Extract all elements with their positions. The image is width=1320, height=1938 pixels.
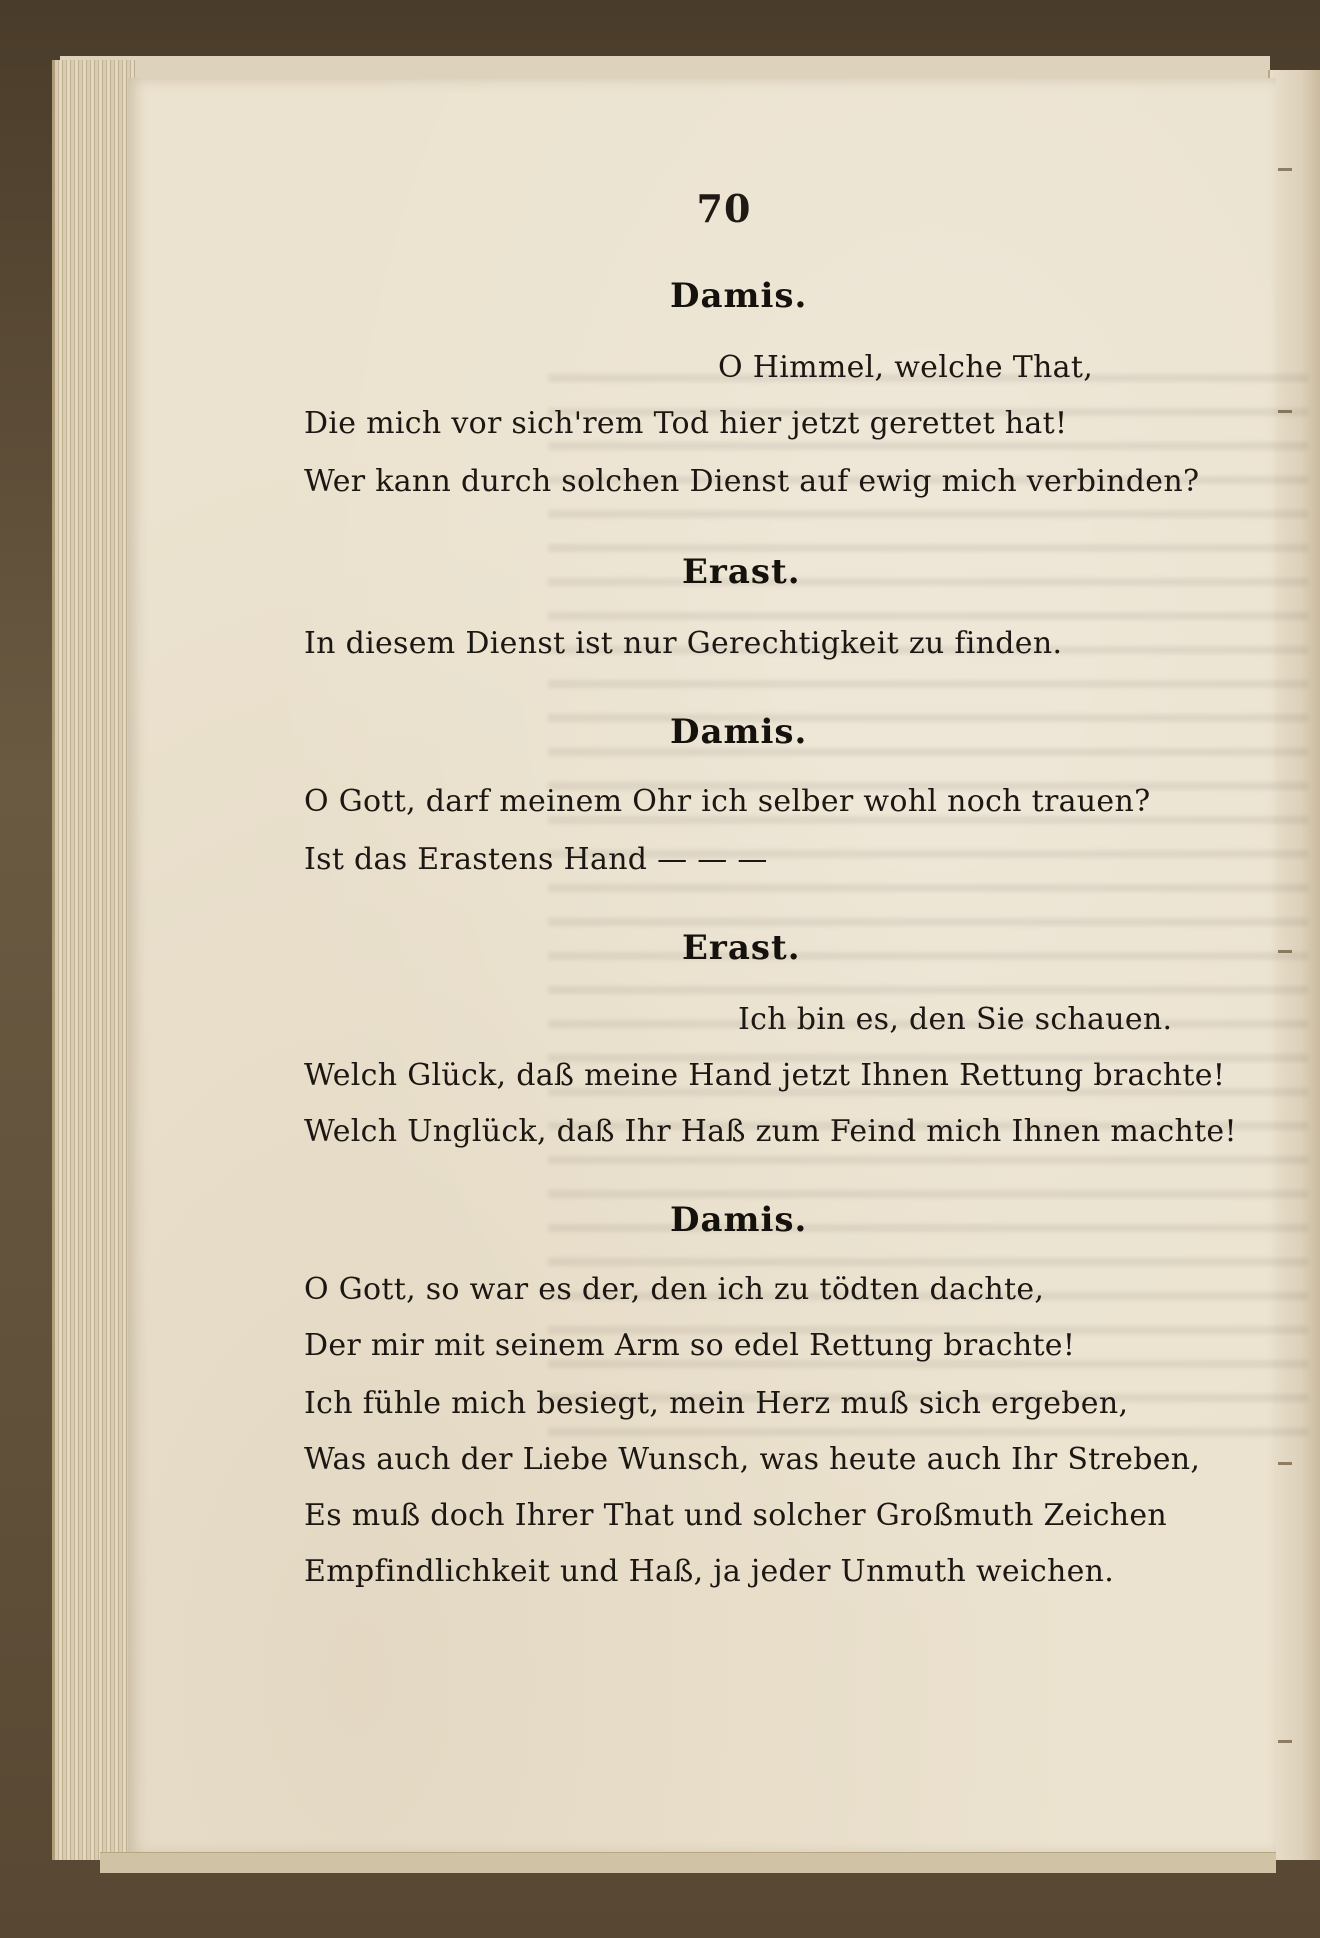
page-number: 70: [696, 186, 752, 231]
verse-line: Welch Glück, daß meine Hand jetzt Ihnen Rettung brachte!: [304, 1058, 1226, 1093]
page-bottom-edge: [100, 1852, 1276, 1873]
speaker-heading: Erast.: [682, 928, 801, 968]
verse-line: Was auch der Liebe Wunsch, was heute auch Ihr Streben,: [304, 1442, 1201, 1477]
binding-stitch: [1278, 1740, 1292, 1743]
verse-line: Die mich vor sich'rem Tod hier jetzt gerettet hat!: [304, 406, 1068, 441]
verse-line: In diesem Dienst ist nur Gerechtigkeit zu finden.: [304, 626, 1063, 661]
verse-line: Ist das Erastens Hand — — —: [304, 842, 768, 877]
verse-line: O Himmel, welche That,: [718, 350, 1094, 385]
verse-line: Wer kann durch solchen Dienst auf ewig mich verbinden?: [304, 464, 1200, 499]
speaker-heading: Damis.: [670, 712, 808, 752]
verse-line: Ich fühle mich besiegt, mein Herz muß sich ergeben,: [304, 1386, 1129, 1421]
speaker-heading: Erast.: [682, 552, 801, 592]
verse-line: Es muß doch Ihrer That und solcher Großmuth Zeichen: [304, 1498, 1168, 1533]
binding-stitch: [1278, 1462, 1292, 1465]
verse-line: O Gott, so war es der, den ich zu tödten dachte,: [304, 1272, 1045, 1307]
binding-stitch: [1278, 168, 1292, 171]
verse-line: Der mir mit seinem Arm so edel Rettung brachte!: [304, 1328, 1076, 1363]
speaker-heading: Damis.: [670, 1200, 808, 1240]
verse-line: Welch Unglück, daß Ihr Haß zum Feind mich Ihnen machte!: [304, 1114, 1237, 1149]
verse-line: Ich bin es, den Sie schauen.: [738, 1002, 1173, 1037]
speaker-heading: Damis.: [670, 276, 808, 316]
verse-line: O Gott, darf meinem Ohr ich selber wohl noch trauen?: [304, 784, 1151, 819]
verse-line: Empfindlichkeit und Haß, ja jeder Unmuth weichen.: [304, 1554, 1115, 1589]
page-stack-edges: [52, 60, 135, 1860]
